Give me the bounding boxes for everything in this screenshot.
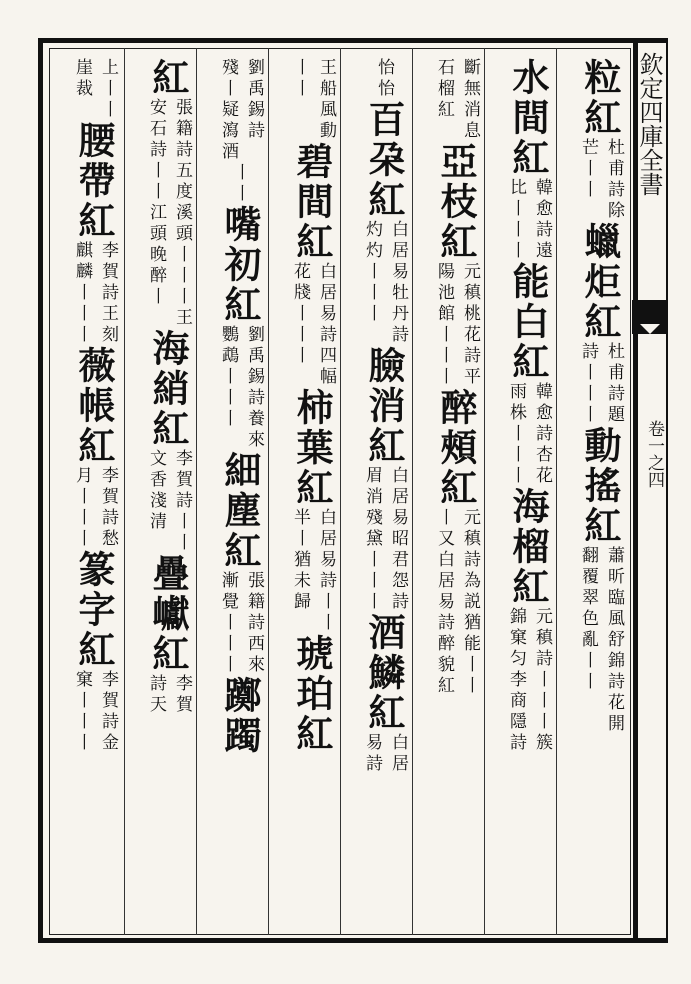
text-column-1	[564, 58, 628, 928]
text-fragment: 怡怡	[374, 58, 394, 100]
annotation-note: 韓愈詩杏花 雨株丨丨丨	[506, 382, 552, 487]
fishtail-mark	[632, 300, 668, 334]
entry-heading: 能白紅	[506, 262, 550, 382]
annotation-note: 杜甫詩除 芒丨丨	[578, 138, 624, 222]
entry-heading: 海榴紅	[506, 487, 550, 607]
entry-heading: 醉頰紅	[434, 388, 478, 508]
annotation-note: 李賀詩愁 月丨丨丨	[72, 466, 118, 550]
text-fragment: 丨丨	[230, 163, 250, 205]
annotation-note: 劉禹錫詩 殘丨疑瀉酒	[218, 58, 264, 163]
entry-heading: 紅	[146, 58, 190, 98]
margin-book-title: 欽定四庫全書	[635, 52, 663, 196]
entry-heading: 細塵紅	[218, 451, 262, 571]
column-divider	[268, 48, 269, 935]
entry-heading: 柿葉紅	[290, 388, 334, 508]
entry-heading: 百朶紅	[362, 100, 406, 220]
entry-heading: 海綃紅	[146, 329, 190, 449]
column-divider	[340, 48, 341, 935]
annotation-note: 劉禹錫詩養來 鸚鵡丨丨丨	[218, 325, 264, 451]
annotation-note: 蕭昕臨風舒錦詩花開 翻覆翠色亂丨丨	[578, 546, 624, 735]
annotation-note: 張籍詩西來 漸覺丨丨丨	[218, 571, 264, 676]
annotation-note: 杜甫詩題 詩丨丨丨	[578, 342, 624, 426]
entry-heading: 嘴初紅	[218, 205, 262, 325]
entry-heading: 亞枝紅	[434, 142, 478, 262]
annotation-note: 元稹詩丨丨丨簇 錦窠匀李商隱詩	[506, 607, 552, 754]
text-column-8	[58, 58, 122, 928]
entry-heading: 躑躅	[218, 676, 262, 756]
annotation-note: 白居易牡丹詩 灼灼丨丨丨	[362, 220, 408, 346]
annotation-note: 李賀 詩天	[146, 674, 192, 716]
annotation-note: 白居易昭君怨詩 眉消殘黛丨丨丨	[362, 466, 408, 613]
annotation-note: 韓愈詩遠 比丨丨丨	[506, 178, 552, 262]
margin-volume-label: 卷一之四	[644, 420, 664, 488]
entry-heading: 酒鱗紅	[362, 613, 406, 733]
annotation-note: 白居易詩丨丨 半丨猶未歸	[290, 508, 336, 634]
entry-heading: 腰帶紅	[72, 121, 116, 241]
annotation-note: 張籍詩五度溪頭丨丨丨王 安石詩丨丨江頭晚醉丨	[146, 98, 192, 329]
text-column-5	[276, 58, 340, 928]
entry-heading: 碧間紅	[290, 142, 334, 262]
text-column-2	[492, 58, 556, 928]
entry-heading: 疊巘紅	[146, 554, 190, 674]
entry-heading: 水間紅	[506, 58, 550, 178]
annotation-note: 王船風動 丨丨	[290, 58, 336, 142]
annotation-note: 元稹詩為説猶能丨丨 丨又白居易詩醉貌紅	[434, 508, 480, 697]
text-column-4	[348, 58, 412, 928]
entry-heading: 粒紅	[578, 58, 622, 138]
entry-heading: 琥珀紅	[290, 634, 334, 754]
text-column-7	[132, 58, 196, 928]
column-divider	[484, 48, 485, 935]
entry-heading: 動搖紅	[578, 426, 622, 546]
annotation-note: 李賀詩王刻 麒麟丨丨丨	[72, 241, 118, 346]
column-divider	[556, 48, 557, 935]
entry-heading: 蠟炬紅	[578, 222, 622, 342]
column-divider	[124, 48, 125, 935]
column-divider	[412, 48, 413, 935]
text-column-3	[420, 58, 484, 928]
entry-heading: 薇帳紅	[72, 346, 116, 466]
annotation-note: 元稹桃花詩平 陽池館丨丨丨	[434, 262, 480, 388]
annotation-note: 李賀詩丨丨 文香淺清	[146, 449, 192, 554]
annotation-note: 斷無消息 石榴紅	[434, 58, 480, 142]
column-divider	[196, 48, 197, 935]
text-column-6	[204, 58, 268, 928]
annotation-note: 白居 易詩	[362, 733, 408, 775]
entry-heading: 篆字紅	[72, 550, 116, 670]
entry-heading: 臉消紅	[362, 346, 406, 466]
annotation-note: 李賀詩金 窠丨丨丨	[72, 670, 118, 754]
annotation-note: 白居易詩四幅 花牋丨丨丨	[290, 262, 336, 388]
annotation-note: 上丨丨 崖裁	[72, 58, 118, 121]
